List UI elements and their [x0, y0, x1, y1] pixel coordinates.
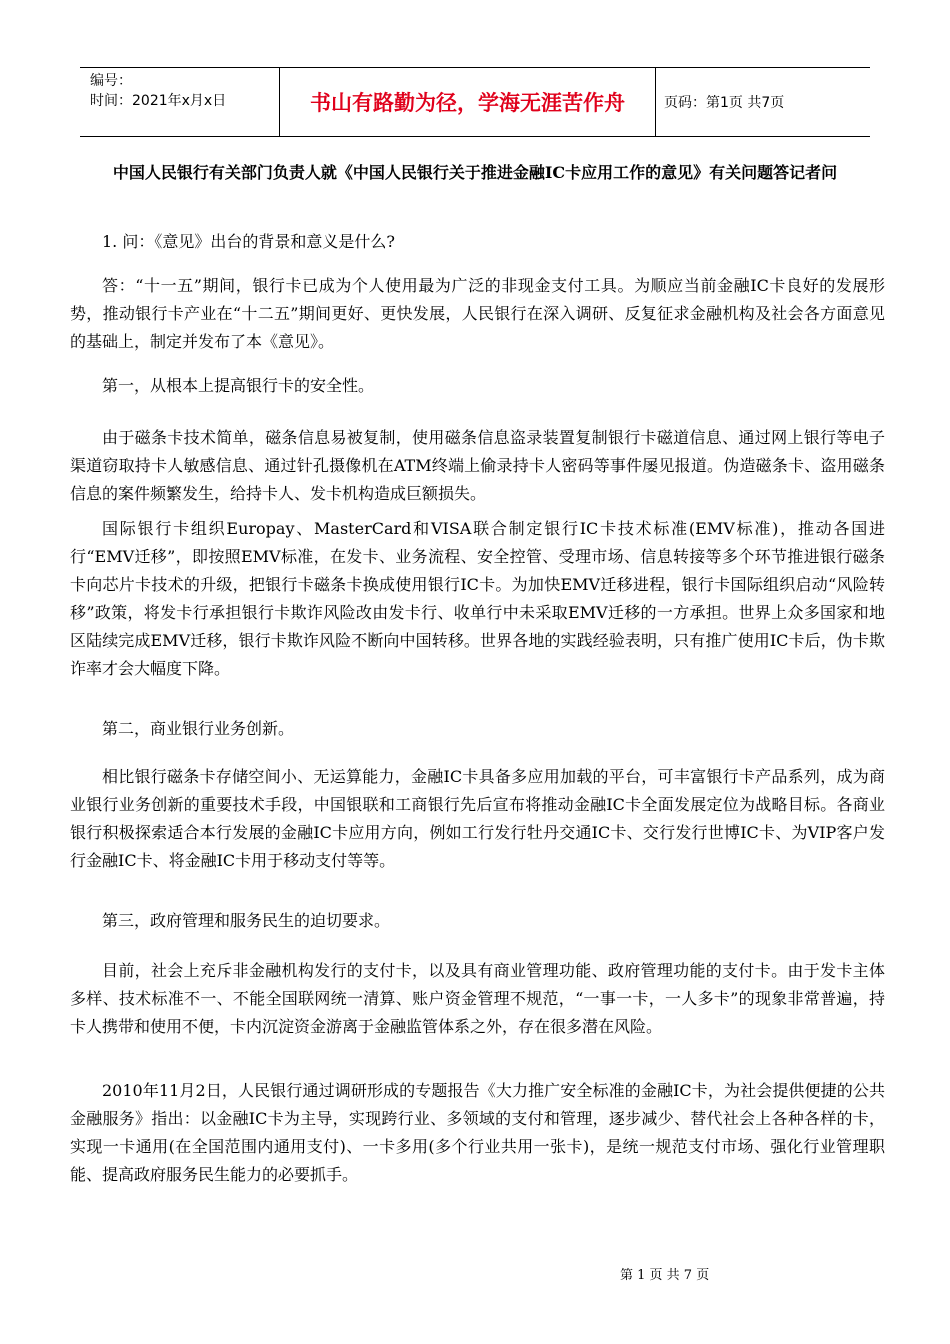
header-table [80, 67, 870, 137]
paragraph-answer: 答：“十一五”期间，银行卡已成为个人使用最为广泛的非现金支付工具。为顺应当前金融IC卡良好的发展形势，推动银行卡产业在“十二五”期间更好、更快发展，人民银行在深入调研、反复征求金融机构及社会各方面意见的基础上，制定并发布了本《意见》。 [70, 276, 885, 351]
document-title: 中国人民银行有关部门负责人就《中国人民银行关于推进金融IC卡应用工作的意见》有关问题答记者问 [112, 163, 838, 182]
header-meta [80, 68, 280, 136]
paragraph-body: 国际银行卡组织Europay、MasterCard和VISA联合制定银行IC卡技术标准(EMV标准)，推动各国进行“EMV迁移”，即按照EMV标准，在发卡、业务流程、安全控管、受理市场、信息转接等多个环节推进银行磁条卡向芯片卡技术的升级，把银行卡磁条卡换成使用银行IC卡。为加快EMV迁移进程，银行卡国际组织启动“风险转移”政策，将发卡行承担银行卡欺诈风险改由发卡行、收单行中未采取EMV迁移的一方承担。世界上众多国家和地区陆续完成EMV迁移，银行卡欺诈风险不断向中国转移。世界各地的实践经验表明，只有推广使用IC卡后，伪卡欺诈率才会大幅度下降。 [70, 519, 885, 678]
motto: 书山有路勤为径，学海无涯苦作舟 [280, 68, 656, 136]
paragraph-heading-2: 第二，商业银行业务创新。 [102, 719, 295, 738]
page-footer: 第 1 页 共 7 页 [620, 1268, 710, 1283]
paragraph-body: 2010年11月2日，人民银行通过调研形成的专题报告《大力推广安全标准的金融IC卡，为社会提供便捷的公共金融服务》指出：以金融IC卡为主导，实现跨行业、多领域的支付和管理，逐步减少、替代社会上各种各样的卡，实现一卡通用(在全国范围内通用支付)、一卡多用(多个行业共用一张卡)，是统一规范支付市场、强化行业管理职能、提高政府服务民生能力的必要抓手。 [70, 1081, 885, 1184]
time-label: 时间：2021年x月x日 [90, 93, 227, 109]
paragraph-heading-3: 第三，政府管理和服务民生的迫切要求。 [102, 911, 391, 930]
paragraph-body: 由于磁条卡技术简单，磁条信息易被复制，使用磁条信息盗录装置复制银行卡磁道信息、通过网上银行等电子渠道窃取持卡人敏感信息、通过针孔摄像机在ATM终端上偷录持卡人密码等事件屡见报道。伪造磁条卡、盗用磁条信息的案件频繁发生，给持卡人、发卡机构造成巨额损失。 [70, 428, 885, 503]
paragraph-question: 1. 问：《意见》出台的背景和意义是什么? [102, 232, 395, 251]
page-info: 页码：第1页 共7页 [664, 95, 785, 111]
paragraph-body: 目前，社会上充斥非金融机构发行的支付卡，以及具有商业管理功能、政府管理功能的支付卡。由于发卡主体多样、技术标准不一、不能全国联网统一清算、账户资金管理不规范，“一事一卡，一人多卡”的现象非常普遍，持卡人携带和使用不便，卡内沉淀资金游离于金融监管体系之外，存在很多潜在风险。 [70, 961, 885, 1036]
number-label: 编号： [90, 73, 132, 89]
paragraph-heading-1: 第一，从根本上提高银行卡的安全性。 [102, 376, 375, 395]
paragraph-body: 相比银行磁条卡存储空间小、无运算能力，金融IC卡具备多应用加载的平台，可丰富银行卡产品系列，成为商业银行业务创新的重要技术手段，中国银联和工商银行先后宣布将推动金融IC卡全面发展定位为战略目标。各商业银行积极探索适合本行发展的金融IC卡应用方向，例如工行发行牡丹交通IC卡、交行发行世博IC卡、为VIP客户发行金融IC卡、将金融IC卡用于移动支付等等。 [70, 767, 885, 870]
